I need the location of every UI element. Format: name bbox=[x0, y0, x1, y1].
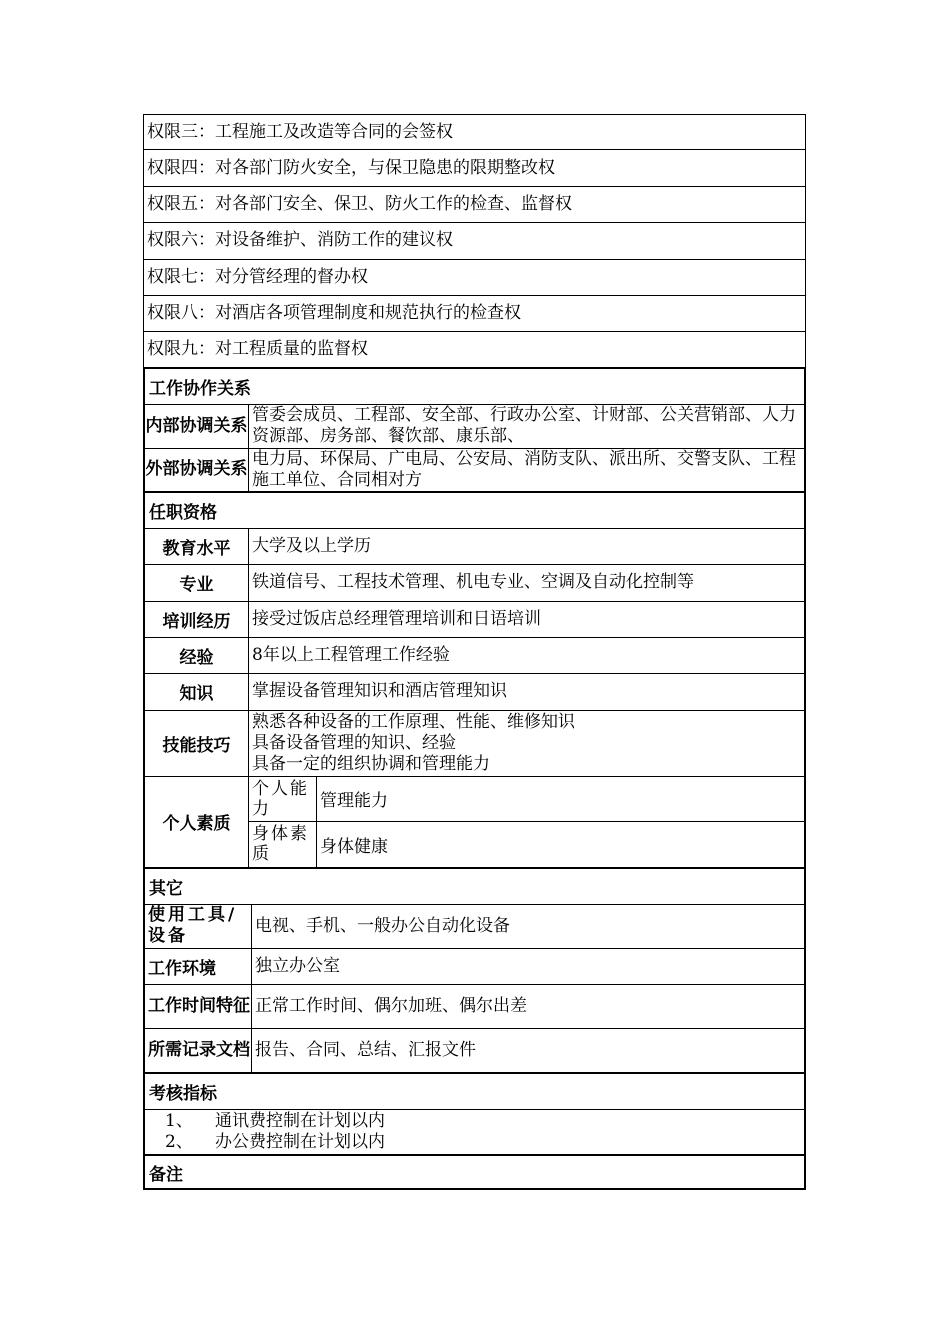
major-row bbox=[143, 565, 806, 601]
kpi-number: 1、 bbox=[165, 1111, 193, 1132]
skill-line: 具备一定的组织协调和管理能力 bbox=[252, 753, 490, 774]
training-row bbox=[143, 602, 806, 638]
skills-row bbox=[143, 711, 806, 777]
tools-row bbox=[143, 905, 806, 949]
authority-text: 权限五：对各部门安全、保卫、防火工作的检查、监督权 bbox=[147, 193, 572, 214]
section-title: 备注 bbox=[149, 1164, 183, 1185]
authority-row bbox=[143, 296, 806, 332]
row-value: 8年以上工程管理工作经验 bbox=[252, 645, 450, 666]
authority-row bbox=[143, 114, 806, 150]
ability-subrow bbox=[249, 777, 804, 822]
sub-value: 身体健康 bbox=[320, 836, 388, 857]
job-description-table bbox=[143, 114, 806, 1190]
row-label: 工作时间特征 bbox=[145, 985, 252, 1028]
environment-row bbox=[143, 949, 806, 985]
row-label: 经验 bbox=[145, 638, 249, 673]
personal-quality-subtable bbox=[249, 777, 804, 867]
internal-coordination-row bbox=[143, 405, 806, 449]
row-label: 外部协调关系 bbox=[145, 449, 249, 491]
section-header-remarks bbox=[143, 1156, 806, 1190]
skill-line: 熟悉各种设备的工作原理、性能、维修知识 bbox=[252, 711, 575, 732]
row-label: 使用工具/设备 bbox=[145, 905, 252, 948]
row-label: 知识 bbox=[145, 674, 249, 709]
skill-line: 具备设备管理的知识、经验 bbox=[252, 732, 456, 753]
row-value: 电力局、环保局、广电局、公安局、消防支队、派出所、交警支队、工程施工单位、合同相对方 bbox=[252, 448, 796, 490]
section-header-cooperation bbox=[143, 369, 806, 405]
authority-row bbox=[143, 150, 806, 186]
external-coordination-row bbox=[143, 449, 806, 493]
knowledge-row bbox=[143, 674, 806, 710]
row-value: 大学及以上学历 bbox=[252, 535, 371, 556]
row-label: 所需记录文档 bbox=[145, 1029, 252, 1072]
personal-quality-row bbox=[143, 777, 806, 869]
authority-text: 权限八：对酒店各项管理制度和规范执行的检查权 bbox=[147, 303, 521, 324]
kpi-text: 办公费控制在计划以内 bbox=[215, 1132, 385, 1153]
physique-subrow bbox=[249, 821, 804, 867]
sub-value: 管理能力 bbox=[320, 791, 388, 812]
row-value: 电视、手机、一般办公自动化设备 bbox=[255, 915, 510, 936]
row-label: 工作环境 bbox=[145, 949, 252, 984]
sub-label: 身体素质 bbox=[249, 822, 317, 867]
kpi-text: 通讯费控制在计划以内 bbox=[215, 1111, 385, 1132]
authority-text: 权限四：对各部门防火安全，与保卫隐患的限期整改权 bbox=[147, 157, 555, 178]
row-label: 培训经历 bbox=[145, 602, 249, 637]
section-title: 其它 bbox=[149, 878, 183, 899]
kpi-list-row bbox=[143, 1110, 806, 1156]
work-time-row bbox=[143, 985, 806, 1029]
authority-row bbox=[143, 260, 806, 296]
row-value: 铁道信号、工程技术管理、机电专业、空调及自动化控制等 bbox=[252, 572, 694, 593]
sub-label: 个人能力 bbox=[249, 777, 317, 822]
authority-text: 权限六：对设备维护、消防工作的建议权 bbox=[147, 230, 453, 251]
authority-text: 权限三：工程施工及改造等合同的会签权 bbox=[147, 121, 453, 142]
row-value: 接受过饭店总经理管理培训和日语培训 bbox=[252, 608, 541, 629]
kpi-item bbox=[165, 1132, 385, 1153]
documents-row bbox=[143, 1029, 806, 1074]
authority-row bbox=[143, 332, 806, 368]
row-label: 教育水平 bbox=[145, 529, 249, 564]
section-header-other bbox=[143, 869, 806, 905]
kpi-item bbox=[165, 1111, 385, 1132]
section-title: 考核指标 bbox=[149, 1084, 217, 1105]
section-title: 任职资格 bbox=[149, 502, 217, 523]
kpi-list bbox=[145, 1110, 385, 1154]
authority-text: 权限七：对分管经理的督办权 bbox=[147, 266, 368, 287]
authority-row bbox=[143, 223, 806, 259]
education-row bbox=[143, 529, 806, 565]
kpi-number: 2、 bbox=[165, 1132, 193, 1153]
row-label: 技能技巧 bbox=[145, 711, 249, 776]
row-value: 独立办公室 bbox=[255, 955, 340, 976]
experience-row bbox=[143, 638, 806, 674]
row-value: 掌握设备管理知识和酒店管理知识 bbox=[252, 681, 507, 702]
authority-text: 权限九：对工程质量的监督权 bbox=[147, 339, 368, 360]
row-label: 个人素质 bbox=[145, 777, 249, 867]
skills-list bbox=[249, 711, 804, 776]
row-value: 管委会成员、工程部、安全部、行政办公室、计财部、公关营销部、人力资源部、房务部、餐饮部、康乐部、 bbox=[252, 404, 796, 446]
row-label: 内部协调关系 bbox=[145, 405, 249, 448]
section-header-qualifications bbox=[143, 493, 806, 529]
row-value: 正常工作时间、偶尔加班、偶尔出差 bbox=[255, 996, 527, 1017]
authority-row bbox=[143, 187, 806, 223]
section-title: 工作协作关系 bbox=[149, 378, 251, 399]
section-header-kpi bbox=[143, 1074, 806, 1110]
row-label: 专业 bbox=[145, 565, 249, 600]
row-value: 报告、合同、总结、汇报文件 bbox=[255, 1040, 476, 1061]
